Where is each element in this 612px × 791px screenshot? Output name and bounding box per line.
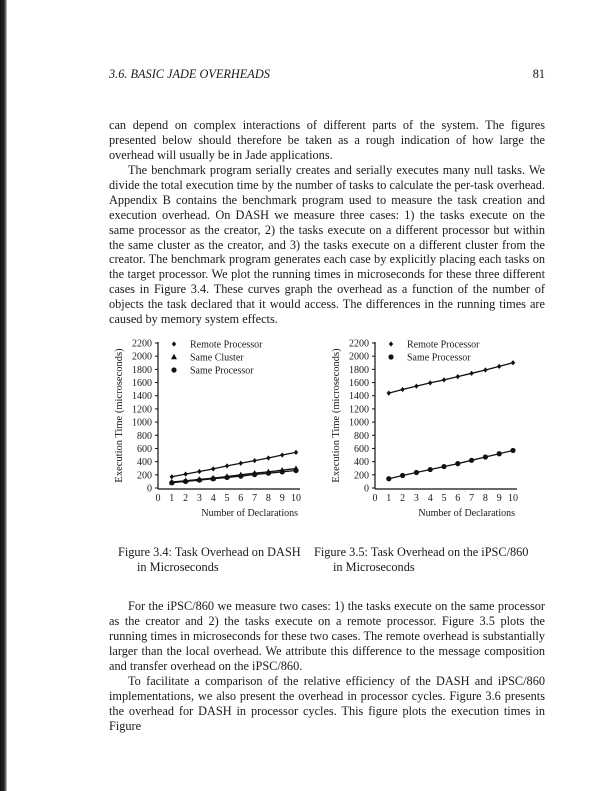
diamond-marker: [211, 466, 215, 471]
figure-3-5-caption: [314, 545, 528, 575]
diamond-marker: [172, 341, 176, 346]
x-tick-label: 3: [196, 493, 202, 504]
circle-marker: [386, 476, 391, 481]
y-tick-label: 2000: [132, 351, 152, 363]
circle-marker: [497, 451, 502, 456]
diamond-marker: [225, 463, 229, 468]
diamond-marker: [483, 367, 487, 372]
diamond-marker: [389, 341, 393, 346]
x-tick-label: 6: [455, 493, 461, 504]
line-chart-svg: [325, 335, 540, 520]
x-tick-label: 7: [252, 493, 258, 504]
circle-marker: [252, 472, 257, 477]
diamond-marker: [442, 377, 446, 382]
diamond-marker: [252, 458, 256, 463]
figure-3-4-caption-line2: in Microseconds: [137, 559, 219, 574]
y-tick-label: 800: [137, 430, 152, 442]
x-tick-label: 4: [427, 493, 433, 504]
x-tick-label: 2: [183, 493, 189, 504]
y-tick-label: 800: [354, 430, 369, 442]
y-tick-label: 2200: [349, 338, 369, 350]
circle-marker: [171, 367, 176, 372]
circle-marker: [428, 467, 433, 472]
y-tick-label: 400: [354, 457, 369, 469]
x-axis-label: Number of Declarations: [201, 508, 298, 519]
diamond-marker: [497, 364, 501, 369]
circle-marker: [183, 479, 188, 484]
y-tick-label: 1200: [132, 404, 152, 416]
circle-marker: [211, 476, 216, 481]
diamond-marker: [280, 452, 284, 457]
legend-label: Remote Processor: [407, 339, 480, 351]
diamond-marker: [170, 474, 174, 479]
y-tick-label: 0: [147, 483, 152, 495]
figure-3-4-caption: [118, 545, 301, 575]
y-tick-label: 200: [137, 470, 152, 482]
diamond-marker: [197, 469, 201, 474]
x-tick-label: 3: [413, 493, 419, 504]
circle-marker: [441, 464, 446, 469]
paragraph-4: To facilitate a comparison of the relative efficiency of the DASH and iPSC/860 implementations, we also present the overhead in processor cycles. Figure 3.6 presents the overhead for DASH in processor cycles. This figure plots the execution times in Figure: [109, 674, 545, 733]
figure-3-4-caption-line1: Figure 3.4: Task Overhead on DASH: [118, 545, 301, 559]
y-tick-label: 1600: [132, 378, 152, 390]
x-tick-label: 4: [210, 493, 216, 504]
y-tick-label: 2000: [349, 351, 369, 363]
circle-marker: [414, 470, 419, 475]
x-tick-label: 10: [508, 493, 518, 504]
figure-3-4-chart: [108, 335, 323, 520]
line-chart-svg: [108, 335, 323, 520]
legend: [388, 340, 480, 364]
legend-label: Same Processor: [190, 365, 254, 377]
triangle-marker: [171, 354, 177, 359]
y-tick-label: 1400: [132, 391, 152, 403]
section-title: 3.6. BASIC JADE OVERHEADS: [109, 67, 270, 81]
diamond-marker: [239, 461, 243, 466]
x-axis-label: Number of Declarations: [418, 508, 515, 519]
y-axis-label: Execution Time (microseconds): [114, 348, 125, 483]
page-number: 81: [532, 67, 545, 81]
x-tick-label: 9: [496, 493, 502, 504]
y-tick-label: 1600: [349, 378, 369, 390]
circle-marker: [510, 448, 515, 453]
y-axis-label: Execution Time (microseconds): [331, 348, 342, 483]
diamond-marker: [266, 455, 270, 460]
diamond-marker: [183, 472, 187, 477]
y-tick-label: 600: [137, 443, 152, 455]
x-tick-label: 8: [265, 493, 271, 504]
diamond-marker: [387, 390, 391, 395]
circle-marker: [169, 480, 174, 485]
circle-marker: [266, 471, 271, 476]
diamond-marker: [469, 371, 473, 376]
paragraph-1: can depend on complex interactions of different parts of the system. The figures presented below should therefore be taken as a rough indication of how large the overhead will usually be in Jade applications.: [109, 118, 545, 162]
y-tick-label: 1000: [349, 417, 369, 429]
diamond-marker: [511, 360, 515, 365]
diamond-marker: [294, 450, 298, 455]
y-tick-label: 1400: [349, 391, 369, 403]
x-tick-label: 6: [238, 493, 244, 504]
y-tick-label: 2200: [132, 338, 152, 350]
x-tick-label: 10: [291, 493, 301, 504]
y-tick-label: 1200: [349, 404, 369, 416]
figure-3-5-caption-line1: Figure 3.5: Task Overhead on the iPSC/860: [314, 545, 529, 559]
circle-marker: [197, 477, 202, 482]
x-tick-label: 8: [482, 493, 488, 504]
y-tick-label: 600: [354, 443, 369, 455]
legend-label: Remote Processor: [190, 339, 263, 351]
legend: [171, 340, 263, 377]
circle-marker: [224, 475, 229, 480]
x-tick-label: 1: [169, 493, 175, 504]
scan-edge-artifact: [0, 0, 7, 791]
circle-marker: [388, 354, 393, 359]
circle-marker: [469, 458, 474, 463]
legend-label: Same Processor: [407, 352, 471, 364]
y-tick-label: 1000: [132, 417, 152, 429]
series-same-processor: [386, 448, 515, 482]
x-tick-label: 0: [372, 493, 378, 504]
y-tick-label: 0: [364, 483, 369, 495]
x-tick-label: 9: [279, 493, 285, 504]
x-tick-label: 5: [224, 493, 230, 504]
y-tick-label: 400: [137, 457, 152, 469]
x-tick-label: 1: [386, 493, 392, 504]
paragraph-2: The benchmark program serially creates and serially executes many null tasks. We divide the total execution time by the number of tasks to calculate the per-task overhead. Appendix B contains the benchmark program used to measure the task creation and execution overhead. On DASH we measure three cases: 1) the tasks execute on the same processor as the creator, 2) the tasks execute on a different processor but within the same cluster as the creator, and 3) the tasks execute on a different cluster from the creator. The benchmark program generates each case by explicitly placing each tasks on the target processor. We plot the running times in microseconds for these three different cases in Figure 3.4. These curves graph the overhead as a function of the number of objects the task declared that it would access. The differences in the running times are caused by memory system effects.: [109, 163, 545, 327]
x-tick-label: 2: [400, 493, 406, 504]
x-tick-label: 7: [469, 493, 475, 504]
diamond-marker: [400, 387, 404, 392]
figure-3-5-caption-line2: in Microseconds: [333, 559, 415, 574]
x-tick-label: 5: [441, 493, 447, 504]
legend-label: Same Cluster: [190, 352, 244, 364]
y-tick-label: 1800: [349, 364, 369, 376]
y-tick-label: 1800: [132, 364, 152, 376]
series-remote-processor: [170, 450, 299, 480]
diamond-marker: [456, 374, 460, 379]
y-tick-label: 200: [354, 470, 369, 482]
circle-marker: [483, 454, 488, 459]
circle-marker: [280, 469, 285, 474]
figure-3-5-chart: [325, 335, 540, 520]
circle-marker: [400, 473, 405, 478]
diamond-marker: [414, 384, 418, 389]
circle-marker: [293, 468, 298, 473]
paragraph-3: For the iPSC/860 we measure two cases: 1) the tasks execute on the same processor as the creator and 2) the tasks execute on a remote processor. Figure 3.5 plots the running times in microseconds for these two cases. The remote overhead is substantially larger than the local overhead. We attribute this difference to the message composition and transfer overhead on the iPSC/860.: [109, 599, 545, 673]
running-head: [109, 66, 545, 82]
x-tick-label: 0: [155, 493, 161, 504]
circle-marker: [238, 474, 243, 479]
diamond-marker: [428, 380, 432, 385]
series-remote-processor: [387, 360, 516, 396]
circle-marker: [455, 461, 460, 466]
